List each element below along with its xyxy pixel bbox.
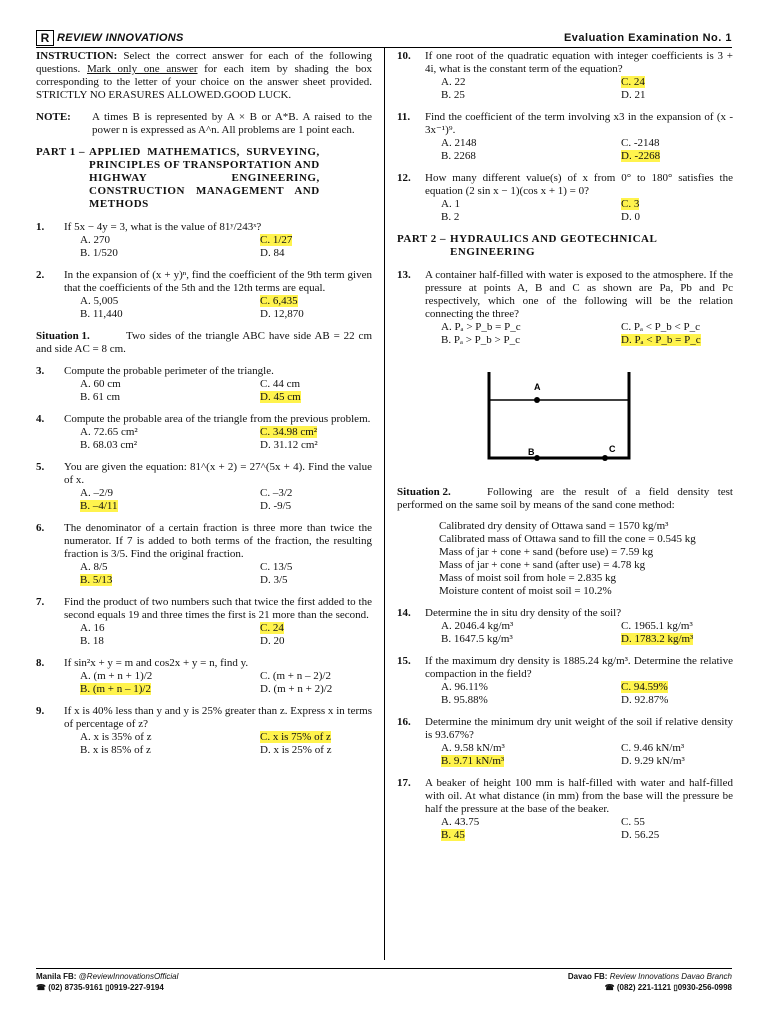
answer-choice: B. 68.03 cm² xyxy=(80,439,138,451)
question-stem: Determine the minimum dry unit weight of the soil if relative density is 93.67%? xyxy=(425,716,733,741)
question-number: 16. xyxy=(397,716,411,728)
answer-choices xyxy=(425,137,733,163)
data-line: Calibrated dry density of Ottawa sand = 1570 kg/m³ xyxy=(439,520,669,532)
answer-choice: B. 1647.5 kg/m³ xyxy=(441,633,513,645)
answer-choice: A. 22 xyxy=(441,76,466,88)
answer-choice: C. -2148 xyxy=(621,137,660,149)
part2-heading xyxy=(397,233,733,259)
answer-choice: C. 55 xyxy=(621,816,645,828)
answer-choice: A. –2/9 xyxy=(80,487,113,499)
highlighted-answer: C. 6,435 xyxy=(260,295,298,307)
answer-choices xyxy=(64,487,372,513)
question-number: 2. xyxy=(36,269,45,281)
answer-choice: A. 72.65 cm² xyxy=(80,426,138,438)
question-number: 6. xyxy=(36,522,45,534)
part1-line: METHODS xyxy=(89,198,149,210)
question-number: 13. xyxy=(397,269,411,281)
footer-right xyxy=(568,972,732,992)
question xyxy=(36,522,372,587)
highlighted-answer: B. –4/11 xyxy=(80,500,118,512)
answer-choice: A. 16 xyxy=(80,622,105,634)
question-number: 9. xyxy=(36,705,45,717)
label-a: A xyxy=(534,382,541,392)
situation-text: Following are the result of a field density test performed on the same soil by means of the sand cone method: xyxy=(397,486,733,511)
answer-choice: A. x is 35% of z xyxy=(80,731,152,743)
logo-text: REVIEW INNOVATIONS xyxy=(57,32,184,44)
label-b: B xyxy=(528,447,535,457)
data-line: Mass of moist soil from hole = 2.835 kg xyxy=(439,572,617,584)
answer-choice: D. x is 25% of z xyxy=(260,744,332,756)
answer-choice: A. 8/5 xyxy=(80,561,108,573)
instruction-text-a: Select the correct answer for each of the following questions. xyxy=(36,50,372,75)
footer-left-label: Manila FB: xyxy=(36,972,79,981)
answer-choice: A. 9.58 kN/m³ xyxy=(441,742,505,754)
data-line: Moisture content of moist soil = 10.2% xyxy=(439,585,612,597)
page-footer xyxy=(36,968,732,992)
exam-title: Evaluation Examination No. 1 xyxy=(563,32,732,44)
situation-1 xyxy=(36,330,372,356)
question-number: 12. xyxy=(397,172,411,184)
part1-heading xyxy=(36,146,372,211)
question xyxy=(397,777,733,842)
question xyxy=(36,705,372,757)
footer-right-contact: ☎ (082) 221-1121 ▯0930-256-0998 xyxy=(604,983,732,992)
answer-choice: D. 56.25 xyxy=(621,829,660,841)
left-column xyxy=(36,50,372,766)
question-number: 10. xyxy=(397,50,411,62)
answer-choices xyxy=(64,295,372,321)
question-stem: A beaker of height 100 mm is half-filled with water and half-filled with oil. At what distance (in mm) from the base will the pressure be half the pressure at the base of the beaker. xyxy=(425,777,733,815)
answer-choice: C. (m + n – 2)/2 xyxy=(260,670,331,682)
situation-2 xyxy=(397,486,733,598)
question-stem: A container half-filled with water is exposed to the atmosphere. If the pressure at points A, B and C as shown are Pa, Pb and Pc respectively, which one of the following will be the relation connecting the three? xyxy=(425,269,733,320)
answer-choice: D. 92.87% xyxy=(621,694,669,706)
part1-label: PART 1 – xyxy=(36,146,86,158)
answer-choice: B. 2268 xyxy=(441,150,476,162)
highlighted-answer: C. 24 xyxy=(260,622,284,634)
question-stem: You are given the equation: 81^(x + 2) = 27^(5x + 4). Find the value of x. xyxy=(64,461,372,486)
answer-choices xyxy=(425,321,733,347)
answer-choices xyxy=(425,76,733,102)
question xyxy=(36,221,372,260)
answer-choice: C. 44 cm xyxy=(260,378,301,390)
question xyxy=(397,50,733,102)
answer-choice: A. 96.11% xyxy=(441,681,488,693)
point-b xyxy=(534,455,540,461)
highlighted-answer: D. 45 cm xyxy=(260,391,301,403)
answer-choices xyxy=(64,670,372,696)
answer-choice: C. –3/2 xyxy=(260,487,293,499)
answer-choice: A. Pₐ > P_b = P_c xyxy=(441,321,521,333)
answer-choice: B. 25 xyxy=(441,89,465,101)
answer-choice: D. (m + n + 2)/2 xyxy=(260,683,333,695)
answer-choices xyxy=(64,378,372,404)
answer-choice: A. 2148 xyxy=(441,137,477,149)
answer-choice: D. 9.29 kN/m³ xyxy=(621,755,685,767)
answer-choice: A. 2046.4 kg/m³ xyxy=(441,620,514,632)
answer-choices xyxy=(425,198,733,224)
answer-choice: B. 1/520 xyxy=(80,247,118,259)
answer-choice: A. 60 cm xyxy=(80,378,121,390)
highlighted-answer: C. 3 xyxy=(621,198,640,210)
answer-choice: A. 1 xyxy=(441,198,460,210)
instruction-label: INSTRUCTION: xyxy=(36,50,118,62)
question-stem: If 5x − 4y = 3, what is the value of 81ʸ/243ˣ? xyxy=(64,221,262,233)
footer-left-handle: @ReviewInnovationsOfficial xyxy=(78,972,179,981)
part1-line: PRINCIPLES OF TRANSPORTATION AND xyxy=(89,159,320,171)
point-c xyxy=(602,455,608,461)
question-stem: The denominator of a certain fraction is three more than twice the numerator. If 7 is added to both terms of the fraction, the resulting fraction is 3/5. Find the original fraction. xyxy=(64,522,372,560)
question-number: 1. xyxy=(36,221,45,233)
answer-choice: D. 20 xyxy=(260,635,285,647)
answer-choice: D. 12,870 xyxy=(260,308,304,320)
question-stem: If x is 40% less than y and y is 25% greater than z. Express x in terms of percentage of z? xyxy=(64,705,372,730)
question xyxy=(397,172,733,224)
part2-line: ENGINEERING xyxy=(450,246,536,258)
question-stem: If the maximum dry density is 1885.24 kg/m³. Determine the relative compaction in the field? xyxy=(425,655,733,680)
question-number: 14. xyxy=(397,607,411,619)
highlighted-answer: B. (m + n – 1)/2 xyxy=(80,683,151,695)
question xyxy=(397,716,733,768)
answer-choice: C. Pₐ < P_b < P_c xyxy=(621,321,700,333)
note-label: NOTE: xyxy=(36,111,71,123)
answer-choice: C. 13/5 xyxy=(260,561,293,573)
question-stem: Determine the in situ dry density of the soil? xyxy=(425,607,622,619)
highlighted-answer: B. 9.71 kN/m³ xyxy=(441,755,505,767)
container-outline xyxy=(489,372,629,458)
right-column xyxy=(397,50,733,851)
question-number: 8. xyxy=(36,657,45,669)
answer-choice: B. 61 cm xyxy=(80,391,121,403)
instruction-text-c: for each item by shading the box corresponding to the letter of your choice on the answer sheet provided. STRICTLY NO ERASURES ALLOWED.GOOD LUCK. xyxy=(36,63,372,101)
answer-choice: B. 11,440 xyxy=(80,308,123,320)
answer-choices xyxy=(64,731,372,757)
part1-line: APPLIED MATHEMATICS, SURVEYING, xyxy=(89,146,320,158)
point-a xyxy=(534,397,540,403)
question xyxy=(36,269,372,321)
footer-right-label: Davao FB: xyxy=(567,972,610,981)
footer-left-contact: ☎ (02) 8735-9161 ▯0919-227-9194 xyxy=(36,983,164,992)
highlighted-answer: D. Pₐ < P_b = P_c xyxy=(621,334,701,346)
question-stem: Find the product of two numbers such that twice the first added to the second equals 19 and three times the first is 21 more than the second. xyxy=(64,596,372,621)
page-header xyxy=(36,30,732,48)
answer-choice: D. 31.12 cm² xyxy=(260,439,318,451)
highlighted-answer: B. 45 xyxy=(441,829,465,841)
question xyxy=(397,607,733,646)
instruction xyxy=(36,50,372,102)
highlighted-answer: C. 94.59% xyxy=(621,681,668,693)
part1-line: CONSTRUCTION MANAGEMENT AND xyxy=(89,185,320,197)
logo-mark: R xyxy=(36,30,54,46)
question xyxy=(36,657,372,696)
question-number: 4. xyxy=(36,413,45,425)
highlighted-answer: D. -2268 xyxy=(621,150,661,162)
answer-choice: B. 95.88% xyxy=(441,694,488,706)
answer-choices xyxy=(425,816,733,842)
answer-choices xyxy=(64,622,372,648)
highlighted-answer: C. 24 xyxy=(621,76,645,88)
answer-choice: B. x is 85% of z xyxy=(80,744,151,756)
answer-choice: B. 2 xyxy=(441,211,460,223)
data-line: Calibrated mass of Ottawa sand to fill the cone = 0.545 kg xyxy=(439,533,696,545)
situation-label: Situation 1. xyxy=(36,330,90,342)
instruction-emphasis: Mark only one answer xyxy=(87,63,198,75)
highlighted-answer: B. 5/13 xyxy=(80,574,113,586)
answer-choice: D. 3/5 xyxy=(260,574,288,586)
logo xyxy=(36,30,184,46)
question xyxy=(36,596,372,648)
question-number: 3. xyxy=(36,365,45,377)
question-stem: If sin²x + y = m and cos2x + y = n, find y. xyxy=(64,657,249,669)
container-diagram xyxy=(397,362,733,472)
note xyxy=(36,111,372,137)
part2-label: PART 2 – xyxy=(397,233,447,245)
answer-choice: A. (m + n + 1)/2 xyxy=(80,670,153,682)
note-text: A times B is represented by A × B or A*B. A raised to the power n is expressed as A^n. All problems are 1 point each. xyxy=(92,111,372,136)
column-divider xyxy=(384,48,385,960)
answer-choices xyxy=(64,561,372,587)
answer-choices xyxy=(64,234,372,260)
footer-right-handle: Review Innovations Davao Branch xyxy=(609,972,732,981)
question-number: 17. xyxy=(397,777,411,789)
question-stem: How many different value(s) of x from 0° to 180° satisfies the equation (2 sin x − 1)(cos x + 1) = 0? xyxy=(425,172,733,197)
question-number: 11. xyxy=(397,111,411,123)
highlighted-answer: C. 1/27 xyxy=(260,234,293,246)
part2-line: HYDRAULICS AND GEOTECHNICAL xyxy=(450,233,658,245)
answer-choice: D. 0 xyxy=(621,211,640,223)
answer-choice: D. -9/5 xyxy=(260,500,292,512)
question xyxy=(397,111,733,163)
label-c: C xyxy=(609,444,616,454)
question xyxy=(397,655,733,707)
answer-choice: D. 21 xyxy=(621,89,646,101)
answer-choice: B. 18 xyxy=(80,635,104,647)
highlighted-answer: C. 34.98 cm² xyxy=(260,426,318,438)
part1-line: HIGHWAY ENGINEERING, xyxy=(89,172,320,184)
question-stem: Compute the probable perimeter of the triangle. xyxy=(64,365,274,377)
question-stem: If one root of the quadratic equation with integer coefficients is 3 + 4i, what is the constant term of the equation? xyxy=(425,50,733,75)
question-number: 15. xyxy=(397,655,411,667)
highlighted-answer: D. 1783.2 kg/m³ xyxy=(621,633,694,645)
question xyxy=(36,365,372,404)
highlighted-answer: C. x is 75% of z xyxy=(260,731,331,743)
data-line: Mass of jar + cone + sand (after use) = 4.78 kg xyxy=(439,559,646,571)
situation-text: Two sides of the triangle ABC have side AB = 22 cm and side AC = 8 cm. xyxy=(36,330,372,355)
question xyxy=(397,269,733,347)
answer-choice: A. 5,005 xyxy=(80,295,119,307)
question-stem: Find the coefficient of the term involving x3 in the expansion of (x - 3x⁻¹)⁹. xyxy=(425,111,733,136)
question-stem: Compute the probable area of the triangle from the previous problem. xyxy=(64,413,371,425)
answer-choices xyxy=(425,681,733,707)
answer-choices xyxy=(64,426,372,452)
answer-choices xyxy=(425,742,733,768)
answer-choice: C. 9.46 kN/m³ xyxy=(621,742,685,754)
question-stem: In the expansion of (x + y)ⁿ, find the coefficient of the 9th term given that the coefficients of the 5th and the 12th terms are equal. xyxy=(64,269,372,294)
situation-2-data xyxy=(397,520,733,598)
data-line: Mass of jar + cone + sand (before use) = 7.59 kg xyxy=(439,546,654,558)
footer-left xyxy=(36,972,178,992)
situation-label: Situation 2. xyxy=(397,486,451,498)
answer-choices xyxy=(425,620,733,646)
question-number: 7. xyxy=(36,596,45,608)
question xyxy=(36,413,372,452)
answer-choice: A. 270 xyxy=(80,234,110,246)
answer-choice: D. 84 xyxy=(260,247,285,259)
question xyxy=(36,461,372,513)
question-number: 5. xyxy=(36,461,45,473)
answer-choice: B. Pₐ > P_b > P_c xyxy=(441,334,520,346)
answer-choice: A. 43.75 xyxy=(441,816,480,828)
answer-choice: C. 1965.1 kg/m³ xyxy=(621,620,693,632)
